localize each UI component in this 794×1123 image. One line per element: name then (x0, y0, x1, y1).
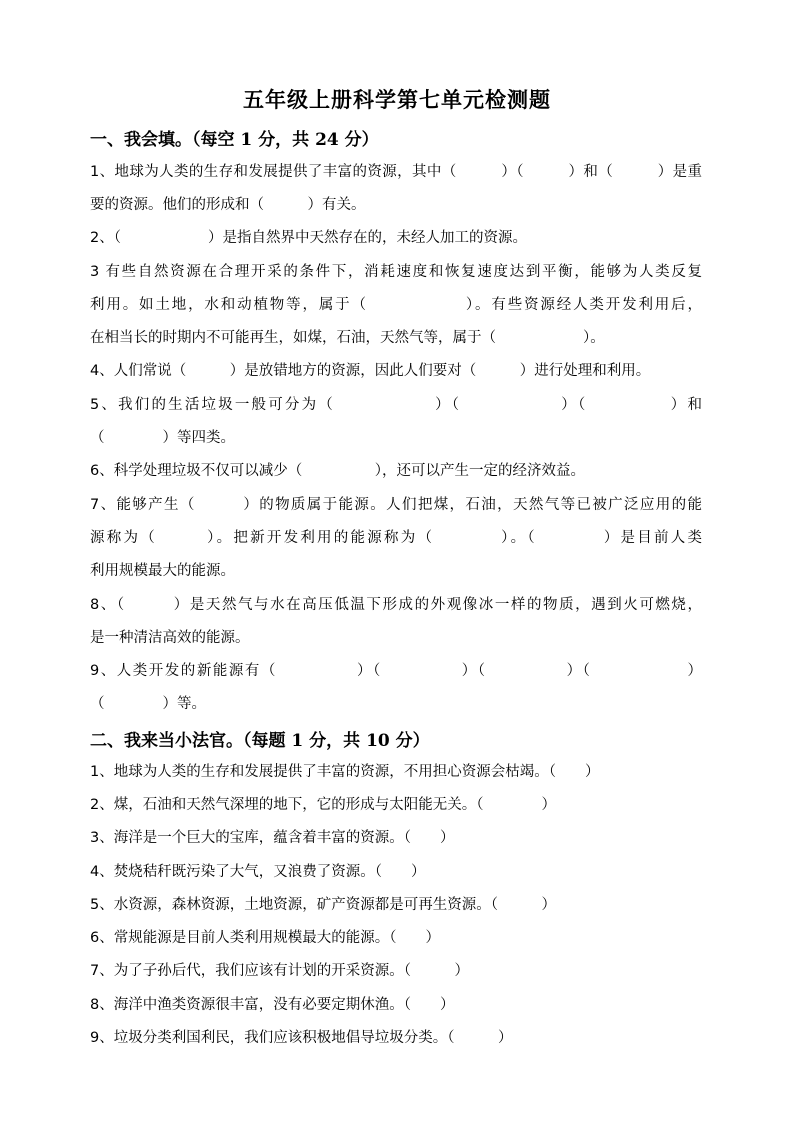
section-heading-true-false: 二、我来当小法官。（每题 1 分，共 10 分） (90, 731, 430, 751)
question-line: 2、（ ）是指自然界中天然存在的，未经人加工的资源。 (90, 230, 527, 246)
question-line: 在相当长的时期内不可能再生，如煤，石油，天然气等，属于（ ）。 (90, 330, 605, 346)
question-line: （ ）等四类。 (90, 430, 235, 446)
judgment-item: 4、焚烧秸秆既污染了大气，又浪费了资源。（ ） (90, 864, 426, 880)
judgment-item: 8、海洋中渔类资源很丰富，没有必要定期休渔。（ ） (90, 997, 455, 1013)
judgment-item: 9、垃圾分类利国利民，我们应该积极地倡导垃圾分类。（ ） (90, 1030, 513, 1046)
question-line: 8、（ ）是天然气与水在高压低温下形成的外观像冰一样的物质，遇到火可燃烧， (90, 597, 702, 613)
judgment-item: 5、水资源，森林资源，土地资源，矿产资源都是可再生资源。（ ） (90, 897, 556, 913)
judgment-item: 3、海洋是一个巨大的宝库，蕴含着丰富的资源。（ ） (90, 830, 455, 846)
question-line: 利用规模最大的能源。 (90, 563, 235, 579)
judgment-item: 7、为了子孙后代，我们应该有计划的开采资源。（ ） (90, 963, 469, 979)
page-title: 五年级上册科学第七单元检测题 (243, 87, 551, 112)
judgment-item: 1、地球为人类的生存和发展提供了丰富的资源，不用担心资源会枯竭。（ ） (90, 764, 600, 780)
question-line: 4、人们常说（ ）是放错地方的资源，因此人们要对（ ）进行处理和利用。 (90, 363, 651, 379)
question-line: 是一种清洁高效的能源。 (90, 630, 250, 646)
judgment-item: 6、常规能源是目前人类利用规模最大的能源。（ ） (90, 930, 440, 946)
question-line: 9、人类开发的新能源有（ ）（ ）（ ）（ ） (90, 663, 702, 679)
question-line: 3 有些自然资源在合理开采的条件下，消耗速度和恢复速度达到平衡，能够为人类反复 (90, 264, 702, 280)
section-heading-fill-in: 一、我会填。（每空 1 分，共 24 分） (90, 130, 379, 150)
judgment-item: 2、煤，石油和天然气深埋的地下，它的形成与太阳能无关。（ ） (90, 797, 556, 813)
question-line: 5、我们的生活垃圾一般可分为（ ）（ ）（ ）和 (90, 397, 702, 413)
question-line: 7、能够产生（ ）的物质属于能源。人们把煤，石油，天然气等已被广泛应用的能 (90, 497, 702, 513)
question-line: 源称为（ ）。把新开发利用的能源称为（ ）。（ ）是目前人类 (90, 530, 702, 546)
question-line: 利用。如土地，水和动植物等，属于（ ）。有些资源经人类开发利用后， (90, 297, 702, 313)
question-line: 1、地球为人类的生存和发展提供了丰富的资源，其中（ ）（ ）和（ ）是重 (90, 164, 702, 180)
question-line: （ ）等。 (90, 696, 206, 712)
question-line: 要的资源。他们的形成和（ ）有关。 (90, 197, 366, 213)
question-line: 6、科学处理垃圾不仅可以减少（ ），还可以产生一定的经济效益。 (90, 463, 585, 479)
